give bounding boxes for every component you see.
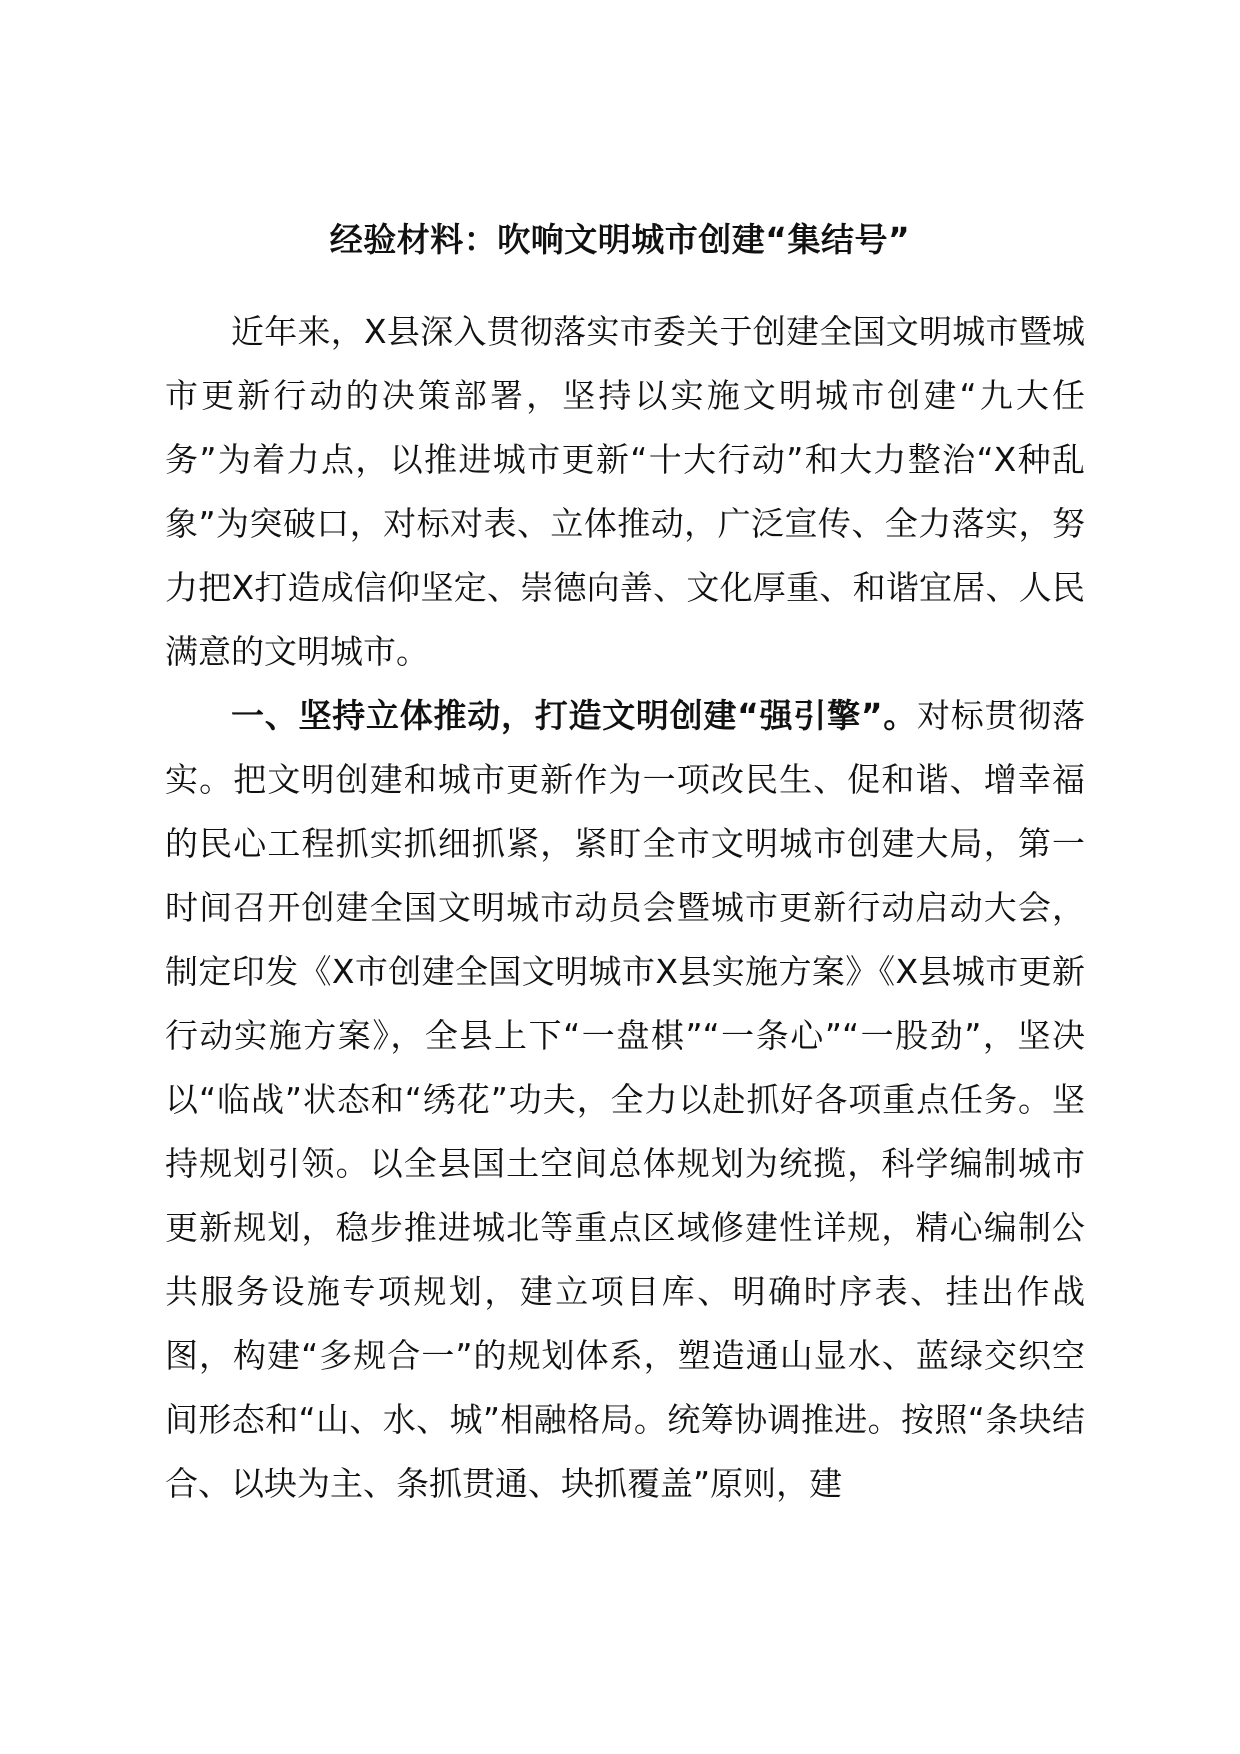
paragraph-text: 近年来，X县深入贯彻落实市委关于创建全国文明城市暨城市更新行动的决策部署，坚持以实施文明城市创建“九大任务”为着力点，以推进城市更新“十大行动”和大力整治“X种乱象”为突破口，对标对表、立体推动，广泛宣传、全力落实，努力把X打造成信仰坚定、崇德向善、文化厚重、和谐宜居、人民满意的文明城市。 [165,312,1085,671]
paragraph-text: 对标贯彻落实。把文明创建和城市更新作为一项改民生、促和谐、增幸福的民心工程抓实抓细抓紧，紧盯全市文明城市创建大局，第一时间召开创建全国文明城市动员会暨城市更新行动启动大会，制定印发《X市创建全国文明城市X县实施方案》《X县城市更新行动实施方案》，全县上下“一盘棋”“一条心”“一股劲”，坚决以“临战”状态和“绣花”功夫，全力以赴抓好各项重点任务。坚持规划引领。以全县国土空间总体规划为统揽，科学编制城市更新规划，稳步推进城北等重点区域修建性详规，精心编制公共服务设施专项规划，建立项目库、明确时序表、挂出作战图，构建“多规合一”的规划体系，塑造通山显水、蓝绿交织空间形态和“山、水、城”相融格局。统筹协调推进。按照“条块结合、以块为主、条抓贯通、块抓覆盖”原则，建 [165,696,1085,1503]
document-body [165,300,1085,1516]
body-paragraph-intro [165,300,1085,684]
section-heading: 一、坚持立体推动，打造文明创建“强引擎”。 [231,696,918,735]
body-paragraph-section-1 [165,684,1085,1516]
document-title: 经验材料：吹响文明城市创建“集结号” [329,220,911,259]
